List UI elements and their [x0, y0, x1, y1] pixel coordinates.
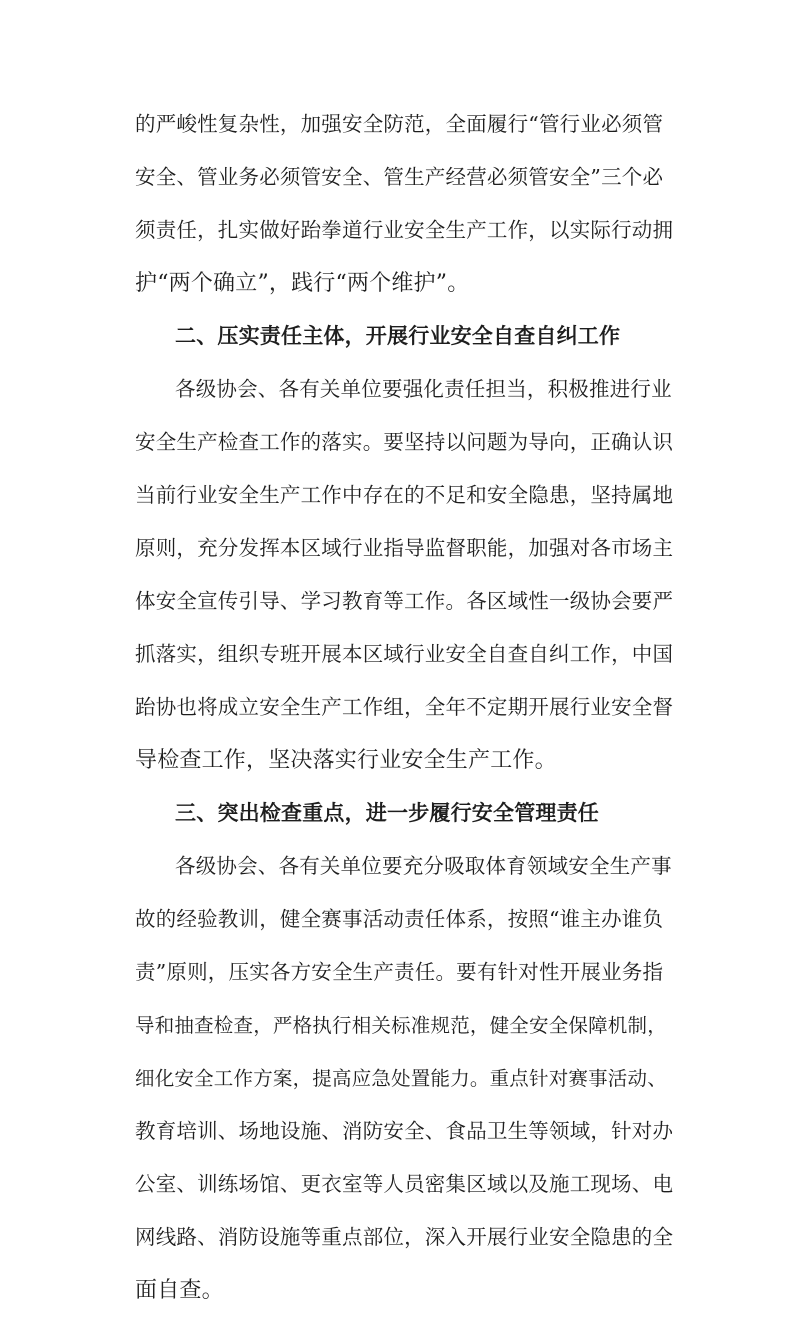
body-line: 故的经验教训，健全赛事活动责任体系，按照“谁主办谁负 [135, 907, 664, 931]
body-line: 跆协也将成立安全生产工作组，全年不定期开展行业安全督 [135, 695, 674, 719]
paragraph-start-line: 各级协会、各有关单位要强化责任担当，积极推进行业 [175, 377, 672, 401]
body-line: 原则，充分发挥本区域行业指导监督职能，加强对各市场主 [135, 536, 674, 560]
body-line: 细化安全工作方案，提高应急处置能力。重点针对赛事活动、 [135, 1067, 667, 1090]
paragraph-start-line: 各级协会、各有关单位要充分吸取体育领域安全生产事 [175, 854, 672, 878]
body-line: 面自查。 [135, 1278, 224, 1303]
body-line: 护“两个确立”，践行“两个维护”。 [135, 271, 470, 296]
body-line: 的严峻性复杂性，加强安全防范，全面履行“管行业必须管 [135, 112, 664, 136]
body-line: 抓落实，组织专班开展本区域行业安全自查自纠工作，中国 [135, 642, 674, 666]
document-body [135, 98, 675, 1317]
body-line: 安全生产检查工作的落实。要坚持以问题为导向，正确认识 [135, 430, 674, 454]
body-line: 公室、训练场馆、更衣室等人员密集区域以及施工现场、电 [135, 1172, 674, 1196]
body-line: 网线路、消防设施等重点部位，深入开展行业安全隐患的全 [135, 1225, 674, 1249]
body-line: 导检查工作，坚决落实行业安全生产工作。 [135, 748, 557, 773]
body-line: 当前行业安全生产工作中存在的不足和安全隐患，坚持属地 [135, 483, 674, 507]
section-heading-3: 三、突出检查重点，进一步履行安全管理责任 [175, 801, 599, 825]
body-line: 责”原则，压实各方安全生产责任。要有针对性开展业务指 [135, 960, 664, 984]
body-line: 导和抽查检查，严格执行相关标准规范，健全安全保障机制， [135, 1014, 667, 1037]
body-line: 教育培训、场地设施、消防安全、食品卫生等领域，针对办 [135, 1119, 674, 1143]
body-line: 须责任，扎实做好跆拳道行业安全生产工作，以实际行动拥 [135, 218, 674, 242]
body-line: 安全、管业务必须管安全、管生产经营必须管安全”三个必 [135, 165, 664, 189]
body-line: 体安全宣传引导、学习教育等工作。各区域性一级协会要严 [135, 589, 674, 613]
section-heading-2: 二、压实责任主体，开展行业安全自查自纠工作 [175, 324, 621, 348]
